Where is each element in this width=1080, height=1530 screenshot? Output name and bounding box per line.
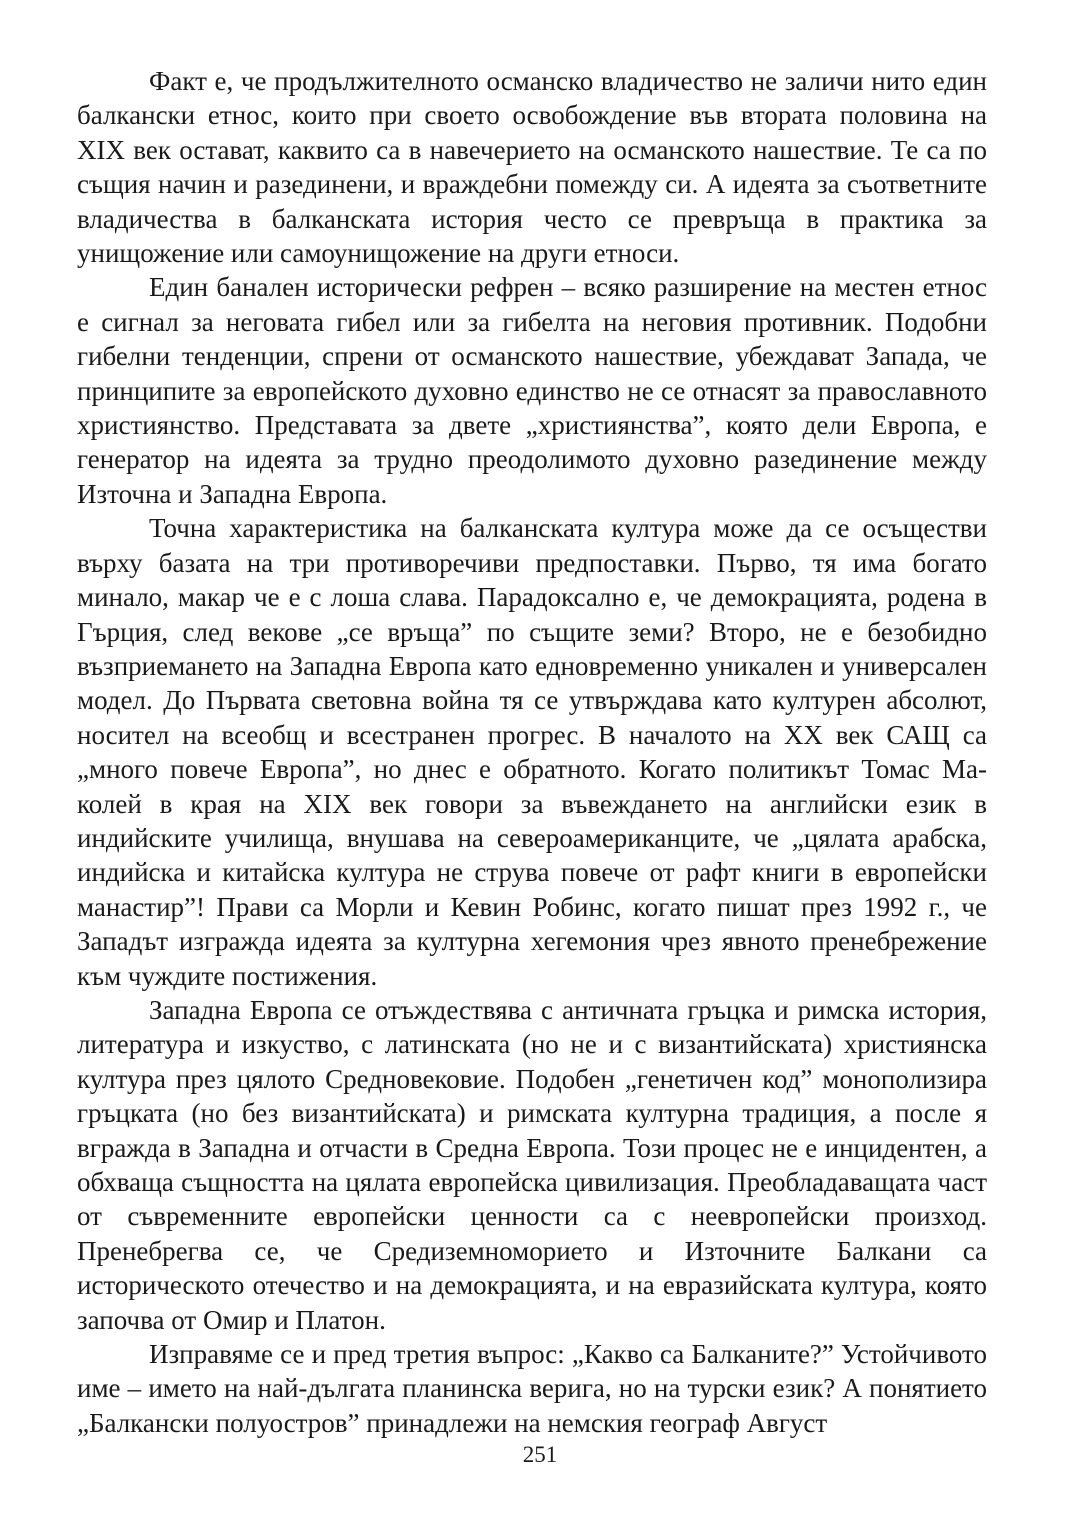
paragraph-5: Изправяме се и пред третия въпрос: „Какво са Балканите?” Устойчивото име – името на най-дългата планинска верига, но на турски език? А понятието „Балкански полуостров” принадлежи на немския географ Август	[77, 1339, 987, 1438]
page-number: 251	[522, 1442, 558, 1467]
body-text	[77, 64, 987, 1440]
paragraph-2: Един банален исторически рефрен – всяко разширение на местен етнос е сигнал за неговата гибел или за гибелта на неговия противник. Подобни гибелни тенденции, спрени от османското нашествие, убеждават Запада, че принципите за европейското духовно единство не се отнасят за православното християнство. Представата за двете „християнства”, която дели Европа, е генератор на идеята за трудно преодолимото духовно разединение между Източна и Западна Европа.	[77, 272, 987, 509]
paragraph-3: Точна характеристика на балканската култура може да се осъществи върху базата на три противоречиви предпоставки. Първо, тя има богато минало, макар че е с лоша слава. Парадоксално е, че демокрацията, родена в Гърция, след векове „се връща” по същите земи? Второ, не е безобидно възприемането на Западна Европа като едновременно уникален и универсален модел. До Първата световна война тя се утвърждава като културен абсолют, носител на всеобщ и всестранен прогрес. В началото на XX век САЩ са „много повече Европа”, но днес е обратното. Когато политикът Томас Маколей в края на XIX век говори за въвеждането на английски език в индийските училища, внушава на североамериканците, че „цялата арабска, индийска и китайска култура не струва повече от рафт книги в европейски манастир”! Прави са Морли и Кевин Робинс, когато пишат през 1992 г., че Западът изгражда идеята за културна хегемония чрез явното пренебрежение към чуждите постижения.	[77, 513, 987, 991]
paragraph-1: Факт е, че продължителното османско владичество не заличи нито един балкански етнос, които при своето освобождение във втората половина на XIX век остават, каквито са в навечерието на османското нашествие. Те са по същия начин и разединени, и враждебни помежду си. А идеята за съответните владичества в балканската история често се превръща в практика за унищожение или самоунищожение на други етноси.	[77, 66, 987, 269]
paragraph-4: Западна Европа се отъждествява с античната гръцка и римска история, литература и изкуство, с латинската (но не и с византийската) християнска култура през цялото Средновековие. Подобен „генетичен код” монополизира гръцката (но без византийската) и римската културна традиция, а после я вгражда в Западна и отчасти в Средна Европа. Този процес не е инцидентен, а обхваща същността на цялата европейска цивилизация. Преобладаващата част от съвременните европейски ценности са с неевропейски произход. Пренебрегва се, че Средиземноморието и Източните Балкани са историческото отечество и на демокрацията, и на евразийската култура, която започва от Омир и Платон.	[77, 994, 987, 1335]
